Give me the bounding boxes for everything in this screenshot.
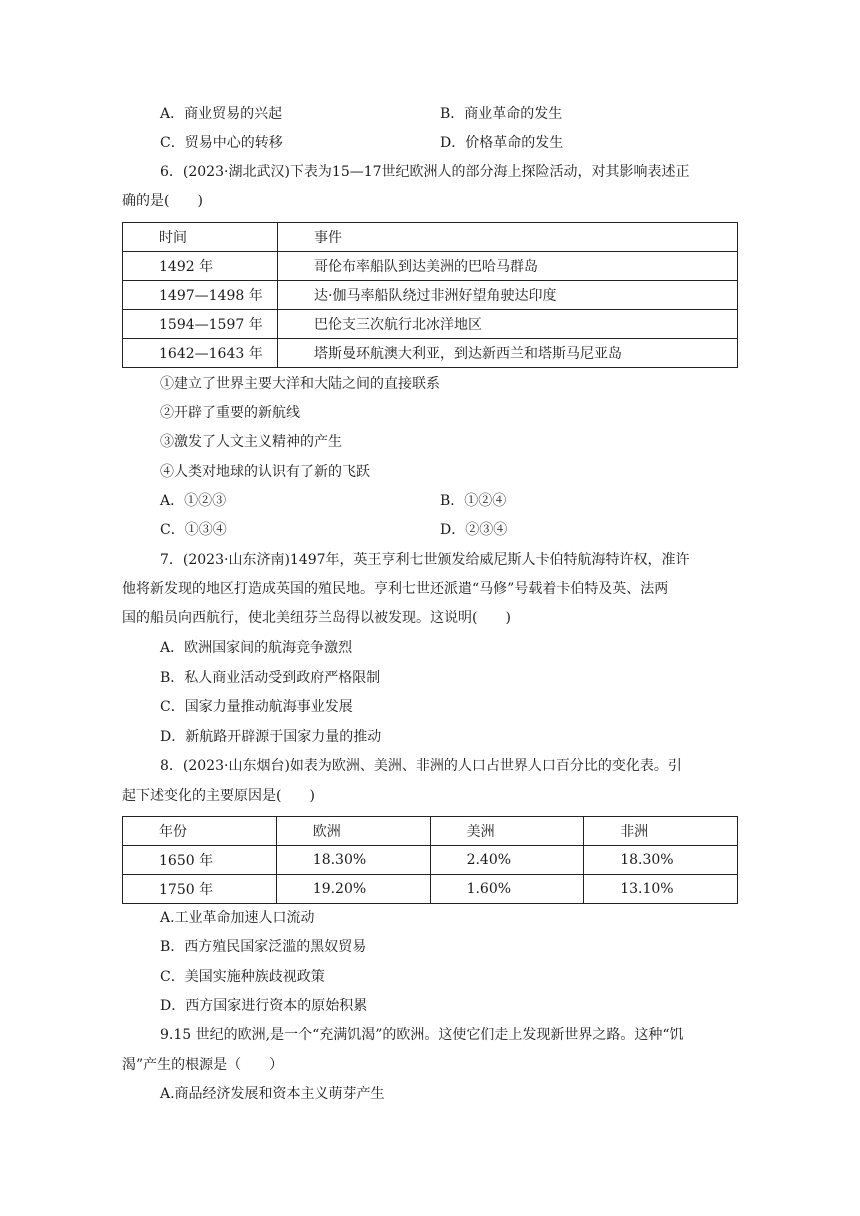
table-cell: 塔斯曼环航澳大利亚，到达新西兰和塔斯马尼亚岛 (278, 339, 738, 368)
q6-option-a: A．①②③ (160, 493, 227, 509)
table-cell: 巴伦支三次航行北冰洋地区 (278, 310, 738, 339)
q6-statement-2: ②开辟了重要的新航线 (160, 405, 300, 421)
table-header-row (123, 817, 738, 846)
q6-stem-line-1: 6．(2023·湖北武汉)下表为15—17世纪欧洲人的部分海上探险活动，对其影响表述正 (160, 164, 690, 180)
table-cell: 1.60% (430, 875, 584, 904)
q7-option-c: C．国家力量推动航海事业发展 (160, 699, 353, 715)
table-row (123, 846, 738, 875)
table-header-cell: 非洲 (584, 817, 738, 846)
q5-option-a: A．商业贸易的兴起 (160, 106, 283, 122)
table-cell: 2.40% (430, 846, 584, 875)
table-cell: 18.30% (584, 846, 738, 875)
q7-option-a: A．欧洲国家间的航海竞争激烈 (160, 640, 353, 656)
q6-option-c: C．①③④ (160, 522, 227, 538)
table-row (123, 281, 738, 310)
q6-option-d: D．②③④ (440, 522, 508, 538)
q6-statement-4: ④人类对地球的认识有了新的飞跃 (160, 464, 370, 480)
q7-stem-line-3: 国的船员向西航行，使北美纽芬兰岛得以被发现。这说明( ) (122, 610, 511, 626)
q8-option-d: D．西方国家进行资本的原始积累 (160, 998, 368, 1014)
table-cell: 1497—1498 年 (123, 281, 278, 310)
table-cell: 18.30% (276, 846, 430, 875)
q6-statement-3: ③激发了人文主义精神的产生 (160, 434, 342, 450)
table-row (123, 252, 738, 281)
table-cell: 19.20% (276, 875, 430, 904)
q7-option-b: B．私人商业活动受到政府严格限制 (160, 670, 381, 686)
q8-stem-line-2: 起下述变化的主要原因是( ) (122, 788, 315, 804)
table-header-cell: 美洲 (430, 817, 584, 846)
table-row (123, 875, 738, 904)
q8-option-c: C．美国实施种族歧视政策 (160, 969, 325, 985)
q7-stem-line-1: 7．(2023·山东济南)1497年，英王亨利七世颁发给威尼斯人卡伯特航海特许权，准许 (160, 552, 690, 568)
table-header-cell: 事件 (278, 223, 738, 252)
table-cell: 1594—1597 年 (123, 310, 278, 339)
q6-statement-1: ①建立了世界主要大洋和大陆之间的直接联系 (160, 376, 440, 392)
table-row (123, 310, 738, 339)
q5-option-b: B．商业革命的发生 (440, 106, 563, 122)
table-header-cell: 时间 (123, 223, 278, 252)
table-cell: 达·伽马率船队绕过非洲好望角驶达印度 (278, 281, 738, 310)
table-header-cell: 欧洲 (276, 817, 430, 846)
q8-table (122, 816, 738, 904)
q7-option-d: D．新航路开辟源于国家力量的推动 (160, 729, 382, 745)
table-row (123, 339, 738, 368)
table-cell: 哥伦布率船队到达美洲的巴哈马群岛 (278, 252, 738, 281)
table-cell: 1642—1643 年 (123, 339, 278, 368)
table-header-row (123, 223, 738, 252)
table-cell: 1492 年 (123, 252, 278, 281)
table-header-cell: 年份 (123, 817, 277, 846)
table-cell: 13.10% (584, 875, 738, 904)
q9-stem-line-1: 9.15 世纪的欧洲,是一个“充满饥渴”的欧洲。这使它们走上发现新世界之路。这种“饥 (160, 1027, 684, 1043)
q9-stem-line-2: 渴”产生的根源是（ ） (122, 1057, 284, 1073)
q8-stem-line-1: 8．(2023·山东烟台)如表为欧洲、美洲、非洲的人口占世界人口百分比的变化表。引 (160, 758, 682, 774)
table-cell: 1650 年 (123, 846, 277, 875)
q6-stem-line-2: 确的是( ) (122, 193, 203, 209)
table-cell: 1750 年 (123, 875, 277, 904)
q5-option-c: C．贸易中心的转移 (160, 135, 283, 151)
q6-table (122, 222, 738, 368)
q7-stem-line-2: 他将新发现的地区打造成英国的殖民地。亨利七世还派遣“马修”号载着卡伯特及英、法两 (122, 581, 669, 597)
q9-option-a: A.商品经济发展和资本主义萌芽产生 (160, 1086, 385, 1102)
q8-option-b: B．西方殖民国家泛滥的黑奴贸易 (160, 939, 367, 955)
q6-option-b: B．①②④ (440, 493, 507, 509)
q5-option-d: D．价格革命的发生 (440, 135, 564, 151)
q8-option-a: A.工业革命加速人口流动 (160, 910, 315, 926)
